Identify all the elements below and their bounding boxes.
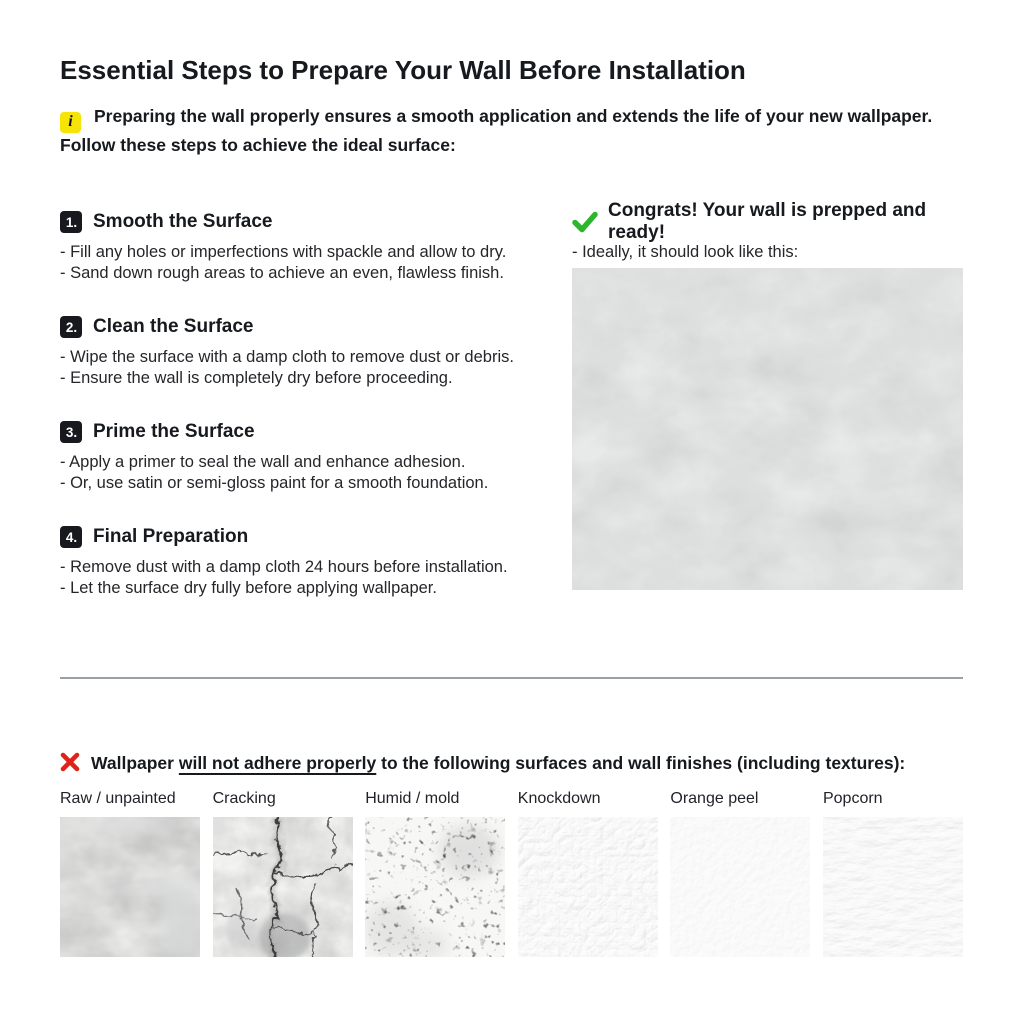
humid-mold-texture-image xyxy=(365,817,505,957)
step-bullet: - Sand down rough areas to achieve an even, flawless finish. xyxy=(60,263,504,282)
surface-humid-mold xyxy=(365,790,505,957)
x-icon xyxy=(60,752,80,772)
intro-text xyxy=(60,104,968,157)
page-title: Essential Steps to Prepare Your Wall Before Installation xyxy=(60,55,746,85)
info-icon: i xyxy=(60,112,81,133)
orange-peel-texture-image xyxy=(670,817,810,957)
section-divider xyxy=(60,677,963,679)
step-number-badge: 1. xyxy=(60,211,82,233)
surface-label: Raw / unpainted xyxy=(60,790,176,807)
warning-text xyxy=(60,751,972,775)
step-bullet: - Remove dust with a damp cloth 24 hours before installation. xyxy=(60,558,508,576)
raw-unpainted-texture-image xyxy=(60,817,200,957)
surface-orange-peel xyxy=(670,790,810,957)
step-prime-the-surface xyxy=(60,420,542,493)
step-title: Clean the Surface xyxy=(93,316,254,337)
surface-label: Popcorn xyxy=(822,790,883,807)
popcorn-texture-image xyxy=(823,817,963,957)
result-title: Congrats! Your wall is prepped and ready! xyxy=(608,200,927,243)
cracking-texture-image xyxy=(213,817,353,957)
step-bullet: - Apply a primer to seal the wall and enhance adhesion. xyxy=(60,453,466,471)
surface-raw-unpainted xyxy=(60,790,200,957)
step-title: Prime the Surface xyxy=(93,421,255,442)
surface-label: Cracking xyxy=(212,790,276,807)
step-smooth-the-surface xyxy=(60,210,542,283)
result-panel xyxy=(572,200,963,590)
smooth-prepped-wall-image xyxy=(572,268,963,590)
warning-suffix: to the following surfaces and wall finishes (including textures): xyxy=(381,753,906,773)
step-final-preparation xyxy=(60,525,542,598)
surface-label: Orange peel xyxy=(670,790,759,807)
step-bullet: - Wipe the surface with a damp cloth to remove dust or debris. xyxy=(60,348,514,366)
step-clean-the-surface xyxy=(60,315,542,388)
surface-popcorn xyxy=(823,790,963,957)
bad-surfaces-row xyxy=(60,790,963,957)
step-bullet: - Or, use satin or semi-gloss paint for a smooth foundation. xyxy=(60,473,489,492)
step-title: Smooth the Surface xyxy=(93,211,273,232)
step-bullet: - Let the surface dry fully before applying wallpaper. xyxy=(60,578,437,597)
warning-emphasis: will not adhere properly xyxy=(178,753,377,773)
step-title: Final Preparation xyxy=(93,526,249,547)
step-bullet: - Ensure the wall is completely dry before proceeding. xyxy=(60,368,453,387)
surface-label: Humid / mold xyxy=(365,790,460,807)
surface-cracking xyxy=(213,790,353,957)
intro-text-body: Preparing the wall properly ensures a smooth application and extends the life of your new wallpaper. Follow these steps to achieve the ideal surface: xyxy=(60,106,933,155)
warning-prefix: Wallpaper xyxy=(91,753,174,773)
knockdown-texture-image xyxy=(518,817,658,957)
step-number-badge: 2. xyxy=(60,316,82,338)
surface-knockdown xyxy=(518,790,658,957)
step-number-badge: 4. xyxy=(60,526,82,548)
surface-label: Knockdown xyxy=(517,790,601,807)
steps-column xyxy=(60,210,542,630)
step-number-badge: 3. xyxy=(60,421,82,443)
step-bullet: - Fill any holes or imperfections with spackle and allow to dry. xyxy=(60,243,507,261)
check-icon xyxy=(572,211,598,233)
result-subtitle: - Ideally, it should look like this: xyxy=(572,243,799,261)
